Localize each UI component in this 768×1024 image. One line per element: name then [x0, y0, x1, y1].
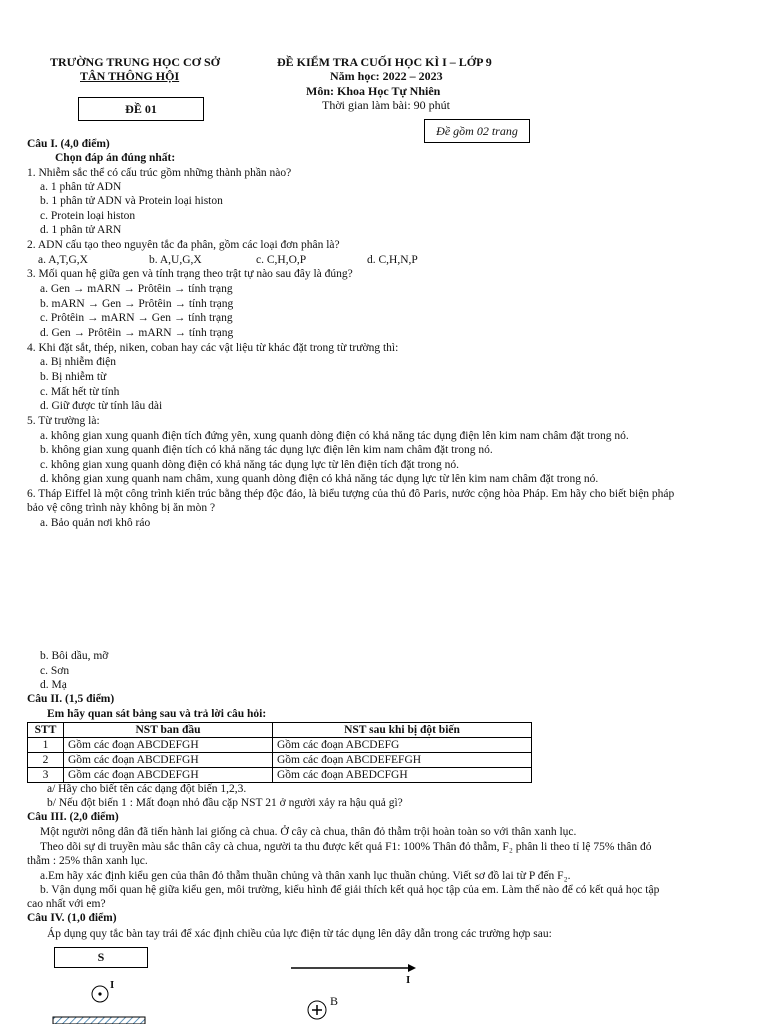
- exam-code: ĐỀ 01: [125, 102, 157, 116]
- q1-option-d: d. 1 phân tử ARN: [40, 224, 122, 236]
- table-cell: 1: [28, 738, 64, 753]
- table-row: [28, 753, 532, 768]
- school-name-line1: TRƯỜNG TRUNG HỌC CƠ SỞ: [50, 55, 221, 69]
- section-4-title: Câu IV. (1,0 điểm): [27, 912, 117, 924]
- section-4-instruction: Áp dụng quy tắc bàn tay trái để xác định chiều của lực điện từ tác dụng lên dây dẫn trong các trường hợp sau:: [47, 928, 552, 940]
- q4-option-a: a. Bị nhiễm điện: [40, 356, 117, 368]
- current-arrow-icon: [408, 964, 416, 972]
- section-3-para-2: Theo dõi sự di truyền màu sắc thân cây cà chua, người ta thu được kết quả F1: 100% Thân đỏ thẫm, F₂ phân li theo tỉ lệ 75% thân đỏ: [40, 841, 652, 853]
- q5-option-c: c. không gian xung quanh dòng điện có khả năng tác dụng lực từ lên điện tích đặt trong nó.: [40, 459, 460, 471]
- exam-time: Thời gian làm bài: 90 phút: [322, 98, 450, 112]
- table-row: [28, 738, 532, 753]
- q2-question: 2. ADN cấu tạo theo nguyên tắc đa phân, gồm các loại đơn phân là?: [27, 239, 340, 251]
- section-3-question-b-line2: cao nhất với em?: [27, 898, 106, 910]
- table-cell: Gồm các đoạn ABCDEFEFGH: [273, 753, 532, 768]
- table-cell: Gồm các đoạn ABCDEFGH: [64, 738, 273, 753]
- q1-question: 1. Nhiễm sắc thể có cấu trúc gồm những thành phần nào?: [27, 167, 292, 179]
- q4-option-d: d. Giữ được từ tính lâu dài: [40, 400, 163, 412]
- section-3-title: Câu III. (2,0 điểm): [27, 811, 119, 823]
- section-1-title: Câu I. (4,0 điểm): [27, 138, 110, 150]
- section-3-question-b-line1: b. Vận dụng mối quan hệ giữa kiểu gen, môi trường, kiểu hình để giải thích kết quả học tập của em. Làm thế nào để có kết quả học tập: [40, 884, 660, 896]
- q6-question-line1: 6. Tháp Eiffel là một công trình kiến trúc bằng thép độc đáo, là biểu tượng của thủ đô Paris, nước cộng hòa Pháp. Em hãy cho biết biện pháp: [27, 488, 675, 500]
- q3-option-a: a. Gen → mARN → Prôtêin → tính trạng: [40, 283, 233, 295]
- q2-option-b: b. A,U,G,X: [149, 254, 202, 266]
- table-cell: Gồm các đoạn ABCDEFGH: [64, 753, 273, 768]
- table-cell: Gồm các đoạn ABEDCFGH: [273, 768, 532, 783]
- conductor-diagram-right: [288, 958, 428, 1024]
- q5-option-b: b. không gian xung quanh điện tích có khả năng tác dụng lực điện lên kim nam châm đặt trong nó.: [40, 444, 493, 456]
- section-2-title: Câu II. (1,5 điểm): [27, 693, 115, 705]
- table-row: [28, 768, 532, 783]
- q4-option-c: c. Mất hết từ tính: [40, 386, 120, 398]
- current-label-left: I: [110, 979, 115, 991]
- current-dot-icon: [98, 992, 101, 995]
- q3-option-d: d. Gen → Prôtêin → mARN → tính trạng: [40, 327, 234, 339]
- q2-option-d: d. C,H,N,P: [367, 254, 418, 266]
- table-cell: Gồm các đoạn ABCDEFG: [273, 738, 532, 753]
- table-cell: 2: [28, 753, 64, 768]
- q6-option-c: c. Sơn: [40, 665, 70, 677]
- q3-question: 3. Mối quan hệ giữa gen và tính trạng theo trật tự nào sau đây là đúng?: [27, 268, 353, 280]
- q6-option-d: d. Mạ: [40, 679, 67, 691]
- school-year: Năm học: 2022 – 2023: [330, 69, 443, 83]
- q3-option-c: c. Prôtêin → mARN → Gen → tính trạng: [40, 312, 233, 324]
- subject: Môn: Khoa Học Tự Nhiên: [306, 84, 441, 98]
- school-name-line2: TÂN THÔNG HỘI: [80, 69, 180, 83]
- q4-question: 4. Khi đặt sắt, thép, niken, coban hay các vật liệu từ khác đặt trong từ trường thì:: [27, 342, 399, 354]
- table-cell: 3: [28, 768, 64, 783]
- section-3-para-1: Một người nông dân đã tiến hành lai giống cà chua. Ở cây cà chua, thân đỏ thẫm trội hoàn toàn so với thân xanh lục.: [40, 826, 577, 838]
- q5-question: 5. Từ trường là:: [27, 415, 100, 427]
- section-2-question-a: a/ Hãy cho biết tên các dạng đột biến 1,2,3.: [47, 783, 247, 795]
- section-1-instruction: Chọn đáp án đúng nhất:: [55, 152, 176, 164]
- q1-option-b: b. 1 phân tử ADN và Protein loại histon: [40, 195, 223, 207]
- col-header-mutated: NST sau khi bị đột biến: [273, 723, 532, 738]
- q6-option-b: b. Bôi dầu, mỡ: [40, 650, 109, 662]
- magnet-south-pole: [54, 947, 148, 968]
- exam-code-box: [78, 97, 204, 121]
- section-3-question-a: a.Em hãy xác định kiểu gen của thân đỏ thẫm thuần chủng và thân xanh lục thuần chủng. Viết sơ đồ lai từ P đến F₂.: [40, 870, 571, 882]
- q5-option-a: a. không gian xung quanh điện tích đứng yên, xung quanh dòng điện có khả năng tác dụng điện lên kim nam châm đặt trong nó.: [40, 430, 629, 442]
- q2-option-c: c. C,H,O,P: [256, 254, 307, 266]
- section-2-question-b: b/ Nếu đột biến 1 : Mất đoạn nhỏ đầu cặp NST 21 ở người xảy ra hậu quả gì?: [47, 797, 403, 809]
- section-2-instruction: Em hãy quan sát bảng sau và trả lời câu hỏi:: [47, 708, 267, 720]
- q1-option-c: c. Protein loại histon: [40, 210, 136, 222]
- q2-option-a: a. A,T,G,X: [38, 254, 88, 266]
- table-header-row: [28, 723, 532, 738]
- mutation-table: [27, 722, 532, 783]
- q5-option-d: d. không gian xung quanh nam châm, xung quanh dòng điện có khả năng tác dụng lực từ lên kim nam châm đặt trong nó.: [40, 473, 599, 485]
- current-label-right: I: [406, 974, 411, 986]
- exam-title: ĐỀ KIỂM TRA CUỐI HỌC KÌ I – LỚP 9: [277, 55, 492, 69]
- col-header-stt: STT: [28, 723, 64, 738]
- page-count-box: [424, 119, 530, 143]
- table-cell: Gồm các đoạn ABCDEFGH: [64, 768, 273, 783]
- field-label: B: [330, 994, 339, 1008]
- q4-option-b: b. Bị nhiễm từ: [40, 371, 107, 383]
- q6-option-a: a. Bảo quản nơi khô ráo: [40, 517, 151, 529]
- col-header-original: NST ban đầu: [64, 723, 273, 738]
- q6-question-line2: bảo vệ công trình này không bị ăn mòn ?: [27, 502, 216, 514]
- magnet-north-pole-edge: [53, 1017, 145, 1024]
- q3-option-b: b. mARN → Gen → Prôtêin → tính trạng: [40, 298, 234, 310]
- south-pole-label: S: [97, 950, 105, 964]
- q1-option-a: a. 1 phân tử ADN: [40, 181, 122, 193]
- section-3-para-3: thẫm : 25% thân xanh lục.: [27, 855, 148, 867]
- page-count: Đề gồm 02 trang: [436, 124, 518, 138]
